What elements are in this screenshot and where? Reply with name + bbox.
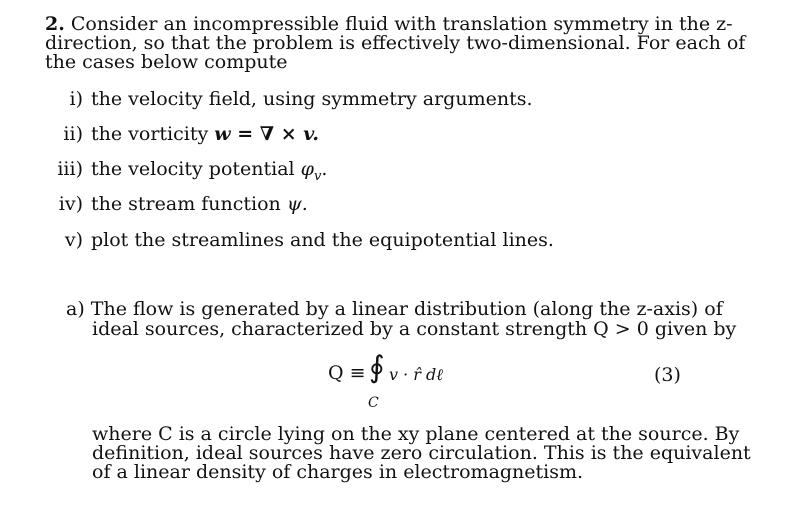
problem-line-1: [45, 14, 733, 34]
item-text: the velocity potential: [91, 158, 295, 180]
equation-number: (3): [654, 364, 681, 386]
item-i: [50, 89, 533, 109]
item-label: iv): [58, 193, 83, 215]
item-text: the velocity field, using symmetry arguments.: [91, 88, 533, 110]
problem-line-3: the cases below compute: [45, 51, 288, 73]
item-iv: [50, 194, 308, 214]
item-ii: [50, 124, 319, 144]
part-a-after-3: of a linear density of charges in electromagnetism.: [92, 461, 584, 483]
potential-symbol: φ: [300, 158, 314, 180]
item-text: the vorticity: [91, 123, 209, 145]
item-text: plot the streamlines and the equipotential lines.: [91, 229, 554, 251]
problem-number: 2.: [45, 13, 65, 35]
potential-subscript: v: [313, 169, 322, 184]
part-a-line-2: ideal sources, characterized by a constant strength Q > 0 given by: [92, 318, 737, 340]
item-label: iii): [57, 158, 83, 180]
equation-integrand: v · r̂ dℓ: [389, 365, 443, 384]
item-tail: .: [321, 158, 328, 180]
part-a-after-1: where C is a circle lying on the xy plane centered at the source. By: [92, 423, 740, 445]
item-label: ii): [63, 123, 83, 145]
item-iii: [50, 159, 327, 182]
stream-function-symbol: ψ.: [286, 193, 308, 215]
part-a-line-1: [66, 299, 723, 319]
part-a-after-2: definition, ideal sources have zero circulation. This is the equivalent: [92, 442, 751, 464]
problem-intro-line1: Consider an incompressible fluid with translation symmetry in the z-: [70, 13, 733, 35]
item-text: the stream function: [91, 193, 281, 215]
contour-integral-sign: ∮: [369, 350, 385, 385]
integral-limit: C: [368, 395, 379, 411]
equation-lhs: Q ≡: [328, 362, 366, 384]
item-label: v): [64, 229, 83, 251]
item-v: [50, 230, 554, 250]
problem-line-2: direction, so that the problem is effectively two-dimensional. For each of: [45, 32, 746, 54]
vorticity-expression: w = ∇ × v.: [214, 123, 319, 145]
part-a-label: a): [66, 298, 85, 320]
item-label: i): [69, 88, 83, 110]
part-a-text-1: The flow is generated by a linear distribution (along the z-axis) of: [90, 298, 723, 320]
